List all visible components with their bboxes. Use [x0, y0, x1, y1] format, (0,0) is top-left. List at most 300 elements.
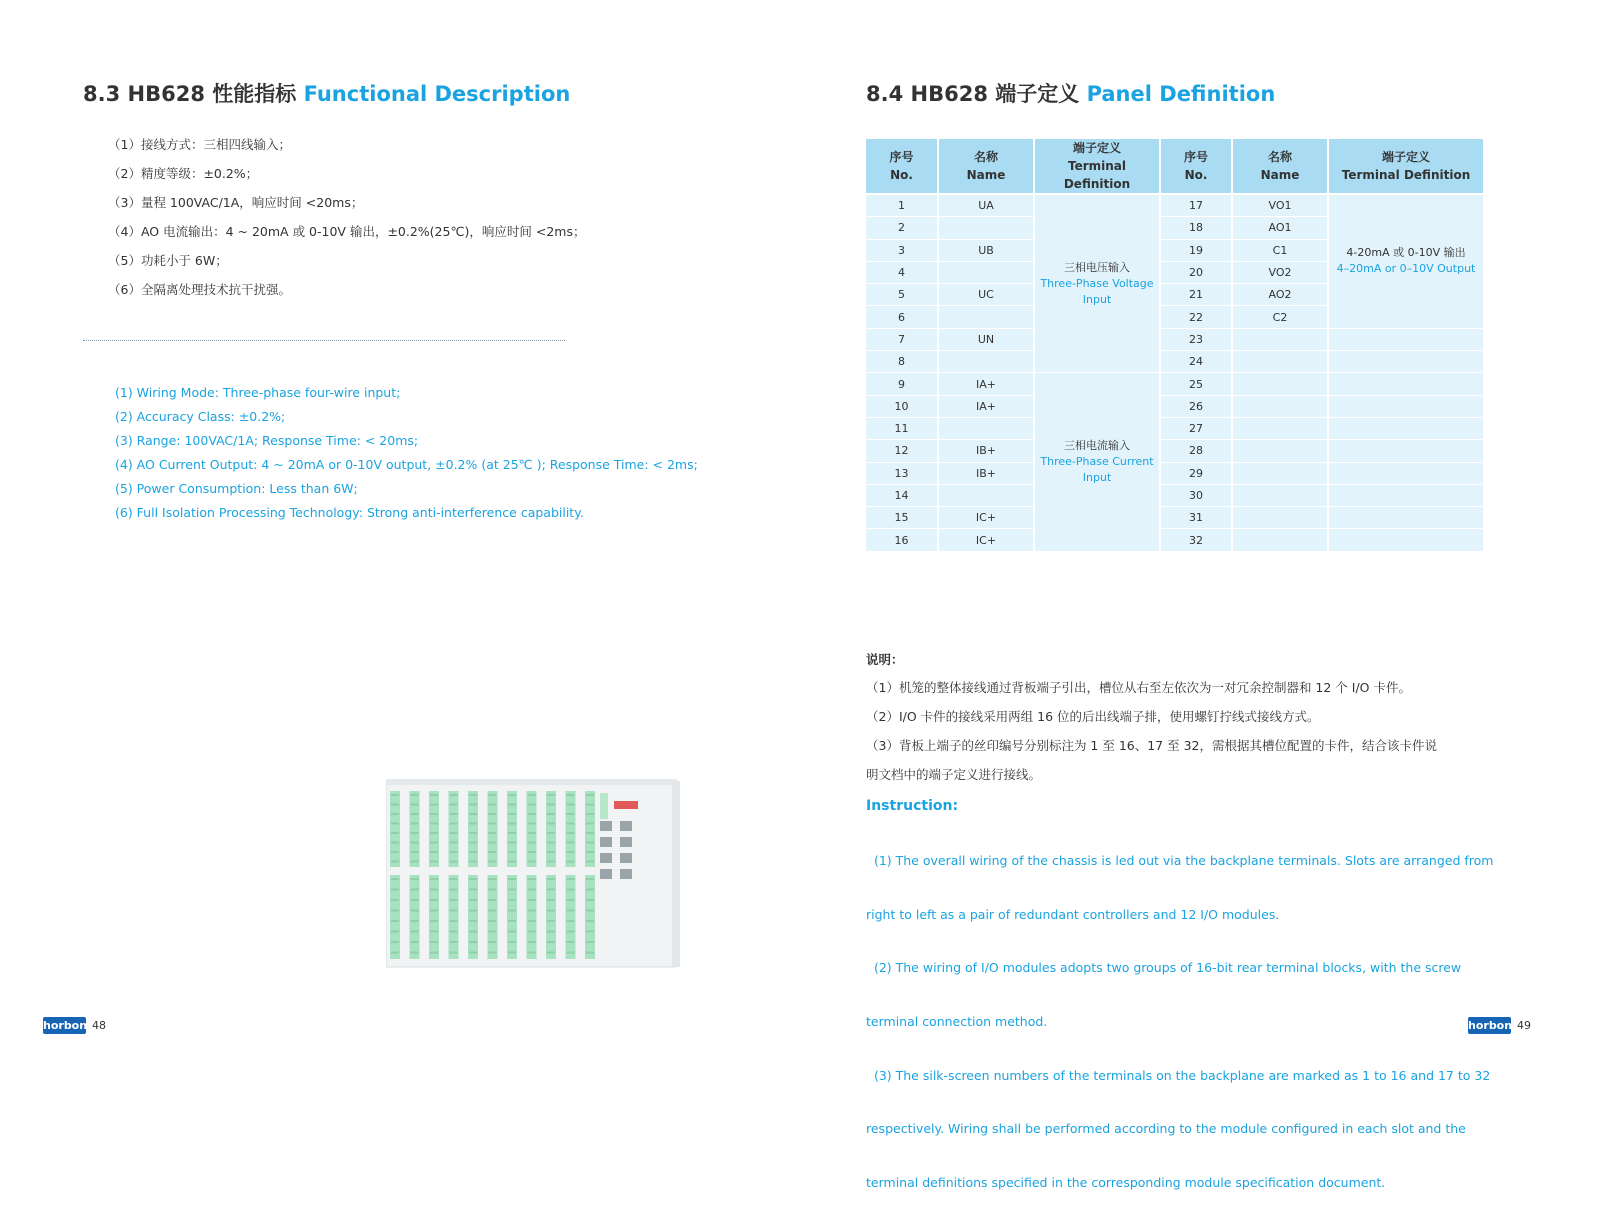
terminal-block-upper — [468, 791, 478, 867]
terminal-screw — [469, 910, 477, 912]
terminal-screw — [508, 794, 516, 796]
terminal-block-lower — [390, 875, 400, 959]
terminal-screw — [411, 804, 419, 806]
terminal-block-lower — [507, 875, 517, 959]
cell-name: C2 — [1232, 306, 1328, 328]
terminal-screw — [586, 878, 594, 880]
terminal-block-upper — [507, 791, 517, 867]
terminal-screw — [469, 823, 477, 825]
header-name-2: 名称 Name — [1232, 139, 1328, 194]
cell-no: 12 — [866, 440, 938, 462]
terminal-screw — [586, 931, 594, 933]
terminal-block-upper — [566, 791, 576, 867]
terminal-screw — [489, 851, 497, 853]
cell-no: 6 — [866, 306, 938, 328]
terminal-screw — [391, 910, 399, 912]
terminal-block-lower — [410, 875, 420, 959]
terminal-screw — [450, 813, 458, 815]
terminal-screw — [489, 813, 497, 815]
terminal-screw — [469, 931, 477, 933]
terminal-screw — [508, 931, 516, 933]
cell-name — [938, 306, 1034, 328]
terminal-screw — [469, 842, 477, 844]
cell-no: 16 — [866, 529, 938, 551]
terminal-screw — [508, 941, 516, 943]
terminal-screw — [489, 878, 497, 880]
terminal-block-upper — [488, 791, 498, 867]
status-leds — [600, 793, 608, 819]
cell-name: UC — [938, 284, 1034, 306]
table-row — [866, 462, 1484, 484]
terminal-screw — [430, 878, 438, 880]
terminal-screw — [586, 952, 594, 954]
cell-name — [938, 417, 1034, 439]
note-line-zh: （2）I/O 卡件的接线采用两组 16 位的后出线端子排，使用螺钉拧线式接线方式。 — [866, 709, 1320, 724]
terminal-screw — [508, 813, 516, 815]
note-line-en: right to left as a pair of redundant controllers and 12 I/O modules. — [866, 906, 1280, 922]
cell-name: IC+ — [938, 507, 1034, 529]
terminal-screw — [508, 842, 516, 844]
table-row — [866, 328, 1484, 350]
rj45-port — [600, 837, 612, 847]
terminal-screw — [567, 910, 575, 912]
terminal-block-lower — [488, 875, 498, 959]
terminal-screw — [528, 952, 536, 954]
terminal-screw — [430, 920, 438, 922]
table-row — [866, 395, 1484, 417]
terminal-screw — [391, 899, 399, 901]
terminal-screw — [469, 851, 477, 853]
terminal-screw — [450, 842, 458, 844]
terminal-screw — [450, 851, 458, 853]
terminal-screw — [528, 842, 536, 844]
terminal-screw — [547, 861, 555, 863]
terminal-block-lower — [566, 875, 576, 959]
terminal-screw — [489, 804, 497, 806]
terminal-screw — [411, 878, 419, 880]
cell-no: 22 — [1160, 306, 1232, 328]
terminal-screw — [567, 823, 575, 825]
note-line-zh: （3）背板上端子的丝印编号分别标注为 1 至 16、17 至 32，需根据其槽位配置的卡件，结合该卡件说 — [866, 738, 1437, 753]
terminal-screw — [411, 813, 419, 815]
rj45-port — [600, 821, 612, 831]
terminal-screw — [547, 910, 555, 912]
section-heading-8-3 — [83, 78, 570, 108]
terminal-screw — [450, 794, 458, 796]
terminal-screw — [508, 804, 516, 806]
group-zh: 三相电流输入 — [1064, 439, 1130, 453]
group-en: Input — [1082, 292, 1112, 306]
terminal-screw — [508, 920, 516, 922]
terminal-screw — [586, 842, 594, 844]
cell-definition-empty — [1328, 484, 1484, 506]
terminal-screw — [547, 931, 555, 933]
cell-name — [938, 261, 1034, 283]
terminal-screw — [586, 889, 594, 891]
terminal-screw — [508, 878, 516, 880]
terminal-screw — [547, 952, 555, 954]
section-heading-8-4 — [866, 78, 1275, 108]
cell-name — [1232, 351, 1328, 373]
group-en: Three-Phase Current — [1040, 455, 1154, 469]
terminal-screw — [489, 794, 497, 796]
cell-no: 3 — [866, 239, 938, 261]
terminal-screw — [391, 842, 399, 844]
cell-no: 14 — [866, 484, 938, 506]
cell-definition-empty — [1328, 462, 1484, 484]
terminal-screw — [430, 889, 438, 891]
terminal-screw — [528, 851, 536, 853]
terminal-screw — [411, 931, 419, 933]
terminal-screw — [391, 952, 399, 954]
terminal-screw — [508, 861, 516, 863]
cell-name: IA+ — [938, 395, 1034, 417]
cell-name: IA+ — [938, 373, 1034, 395]
chassis-top-rail — [386, 779, 676, 785]
terminal-screw — [430, 823, 438, 825]
terminal-screw — [547, 899, 555, 901]
header-name-1: 名称 Name — [938, 139, 1034, 194]
cell-name — [1232, 507, 1328, 529]
header-no-2: 序号 No. — [1160, 139, 1232, 194]
cell-definition-empty — [1328, 529, 1484, 551]
terminal-screw — [450, 861, 458, 863]
cell-name — [1232, 373, 1328, 395]
note-line-en: respectively. Wiring shall be performed according to the module configured in each slot and the — [866, 1121, 1466, 1137]
terminal-screw — [430, 813, 438, 815]
cell-name — [1232, 395, 1328, 417]
cell-no: 28 — [1160, 440, 1232, 462]
terminal-screw — [547, 851, 555, 853]
terminal-screw — [586, 813, 594, 815]
terminal-block-lower — [449, 875, 459, 959]
terminal-screw — [547, 813, 555, 815]
spec-item-en: (6) Full Isolation Processing Technology: Strong anti-interference capability. — [115, 505, 584, 520]
terminal-screw — [469, 952, 477, 954]
terminal-screw — [528, 931, 536, 933]
terminal-screw — [586, 899, 594, 901]
terminal-screw — [450, 832, 458, 834]
cell-name: VO1 — [1232, 194, 1328, 217]
terminal-screw — [391, 861, 399, 863]
terminal-screw — [391, 794, 399, 796]
terminal-screw — [411, 920, 419, 922]
terminal-screw — [411, 823, 419, 825]
cell-name — [1232, 462, 1328, 484]
cell-name: UN — [938, 328, 1034, 350]
terminal-screw — [489, 861, 497, 863]
terminal-screw — [567, 920, 575, 922]
terminal-screw — [450, 823, 458, 825]
spec-list-zh — [108, 130, 585, 304]
rj45-port — [600, 869, 612, 879]
cell-definition-empty — [1328, 507, 1484, 529]
terminal-screw — [430, 804, 438, 806]
terminal-block-upper — [449, 791, 459, 867]
terminal-screw — [508, 910, 516, 912]
rj45-port — [620, 869, 632, 879]
cell-name: C1 — [1232, 239, 1328, 261]
terminal-screw — [450, 920, 458, 922]
terminal-screw — [391, 804, 399, 806]
cell-definition-empty — [1328, 440, 1484, 462]
cell-no: 25 — [1160, 373, 1232, 395]
cell-no: 27 — [1160, 417, 1232, 439]
terminal-screw — [391, 878, 399, 880]
chassis-side-panel — [672, 781, 680, 967]
terminal-block-upper — [527, 791, 537, 867]
terminal-screw — [508, 851, 516, 853]
spec-item-en: (2) Accuracy Class: ±0.2%; — [115, 409, 286, 424]
terminal-screw — [528, 804, 536, 806]
cell-no: 18 — [1160, 217, 1232, 239]
terminal-screw — [430, 842, 438, 844]
terminal-screw — [567, 832, 575, 834]
terminal-screw — [450, 878, 458, 880]
terminal-screw — [508, 899, 516, 901]
terminal-screw — [547, 804, 555, 806]
note-line-zh: （1）机笼的整体接线通过背板端子引出，槽位从右至左依次为一对冗余控制器和 12 个 I/O 卡件。 — [866, 680, 1411, 695]
cell-no: 9 — [866, 373, 938, 395]
terminal-screw — [508, 832, 516, 834]
terminal-screw — [567, 842, 575, 844]
horbon-logo: horbon — [1468, 1019, 1513, 1032]
terminal-screw — [586, 832, 594, 834]
cell-name: AO2 — [1232, 284, 1328, 306]
terminal-screw — [411, 794, 419, 796]
terminal-screw — [567, 899, 575, 901]
notes-list-en — [866, 819, 1493, 1210]
terminal-screw — [489, 889, 497, 891]
cell-no: 5 — [866, 284, 938, 306]
note-line-en: (2) The wiring of I/O modules adopts two groups of 16-bit rear terminal blocks, with the screw — [866, 960, 1462, 976]
spec-item-zh: （2）精度等级：±0.2%； — [108, 166, 259, 181]
brand-label-plate — [614, 801, 638, 809]
terminal-screw — [469, 889, 477, 891]
terminal-screw — [450, 931, 458, 933]
terminal-screw — [567, 878, 575, 880]
terminal-screw — [450, 804, 458, 806]
terminal-screw — [567, 931, 575, 933]
group-en: 4–20mA or 0–10V Output — [1336, 262, 1476, 276]
terminal-screw — [567, 813, 575, 815]
cell-no: 15 — [866, 507, 938, 529]
cell-name — [938, 217, 1034, 239]
cell-no: 7 — [866, 328, 938, 350]
terminal-screw — [469, 794, 477, 796]
terminal-block-lower — [429, 875, 439, 959]
spec-item-zh: （1）接线方式：三相四线输入； — [108, 137, 291, 152]
terminal-screw — [489, 842, 497, 844]
cell-no: 4 — [866, 261, 938, 283]
cell-name — [938, 351, 1034, 373]
spec-item-zh: （5）功耗小于 6W； — [108, 253, 228, 268]
cell-definition-empty — [1328, 395, 1484, 417]
cell-no: 1 — [866, 194, 938, 217]
notes-title-zh: 说明： — [866, 652, 904, 667]
cell-no: 32 — [1160, 529, 1232, 551]
terminal-screw — [547, 823, 555, 825]
terminal-screw — [586, 920, 594, 922]
terminal-screw — [430, 941, 438, 943]
terminal-block-lower — [527, 875, 537, 959]
cell-no: 20 — [1160, 261, 1232, 283]
terminal-screw — [469, 941, 477, 943]
terminal-block-lower — [546, 875, 556, 959]
terminal-screw — [391, 851, 399, 853]
cell-name — [1232, 417, 1328, 439]
cell-no: 24 — [1160, 351, 1232, 373]
cell-name: IC+ — [938, 529, 1034, 551]
terminal-screw — [469, 832, 477, 834]
terminal-screw — [450, 910, 458, 912]
cell-no: 17 — [1160, 194, 1232, 217]
device-photo — [386, 779, 682, 971]
terminal-screw — [528, 920, 536, 922]
terminal-screw — [430, 851, 438, 853]
header-def-1: 端子定义 Terminal Definition — [1034, 139, 1160, 194]
terminal-screw — [411, 832, 419, 834]
terminal-screw — [411, 851, 419, 853]
page-number-left: 48 — [92, 1019, 106, 1032]
table-row — [866, 351, 1484, 373]
terminal-screw — [469, 861, 477, 863]
cell-definition-empty — [1328, 417, 1484, 439]
terminal-screw — [528, 823, 536, 825]
terminal-screw — [586, 804, 594, 806]
terminal-screw — [586, 794, 594, 796]
note-line-en: (3) The silk-screen numbers of the terminals on the backplane are marked as 1 to 16 and 17 to 32 — [866, 1067, 1491, 1083]
rj45-port — [600, 853, 612, 863]
table-row — [866, 194, 1484, 217]
terminal-screw — [586, 941, 594, 943]
table-row — [866, 507, 1484, 529]
terminal-screw — [586, 910, 594, 912]
cell-no: 31 — [1160, 507, 1232, 529]
spec-item-en: (3) Range: 100VAC/1A; Response Time: < 20ms; — [115, 433, 419, 448]
terminal-screw — [489, 941, 497, 943]
table-header-row — [866, 139, 1484, 194]
terminal-screw — [411, 861, 419, 863]
cell-name: AO1 — [1232, 217, 1328, 239]
cell-name — [1232, 484, 1328, 506]
cell-no: 10 — [866, 395, 938, 417]
table-row — [866, 440, 1484, 462]
terminal-screw — [391, 931, 399, 933]
terminal-screw — [586, 861, 594, 863]
cell-no: 19 — [1160, 239, 1232, 261]
terminal-screw — [567, 941, 575, 943]
terminal-screw — [450, 941, 458, 943]
terminal-screw — [489, 920, 497, 922]
terminal-screw — [547, 832, 555, 834]
note-line-en: (1) The overall wiring of the chassis is led out via the backplane terminals. Slots are arranged from — [866, 853, 1494, 868]
terminal-screw — [411, 952, 419, 954]
cell-no: 13 — [866, 462, 938, 484]
terminal-screw — [391, 941, 399, 943]
terminal-screw — [567, 861, 575, 863]
rj45-port — [620, 853, 632, 863]
cell-group-output — [1328, 194, 1484, 328]
spec-item-zh: （6）全隔离处理技术抗干扰强。 — [108, 282, 291, 297]
terminal-screw — [567, 794, 575, 796]
terminal-screw — [528, 832, 536, 834]
note-line-en: terminal definitions specified in the corresponding module specification document. — [866, 1175, 1386, 1191]
terminal-screw — [508, 952, 516, 954]
cell-no: 8 — [866, 351, 938, 373]
terminal-screw — [528, 910, 536, 912]
group-en: Three-Phase Voltage — [1040, 276, 1154, 290]
terminal-screw — [489, 899, 497, 901]
cell-name — [1232, 328, 1328, 350]
heading-en: Panel Definition — [1086, 82, 1276, 106]
terminal-screw — [469, 920, 477, 922]
cell-no: 23 — [1160, 328, 1232, 350]
terminal-screw — [489, 832, 497, 834]
terminal-screw — [450, 899, 458, 901]
terminal-screw — [430, 832, 438, 834]
terminal-screw — [450, 889, 458, 891]
terminal-screw — [489, 931, 497, 933]
terminal-screw — [411, 899, 419, 901]
terminal-screw — [411, 941, 419, 943]
chassis-illustration — [386, 779, 682, 971]
spec-list-en — [115, 381, 698, 525]
terminal-screw — [469, 813, 477, 815]
group-zh: 三相电压输入 — [1064, 260, 1130, 274]
terminal-screw — [469, 899, 477, 901]
horbon-logo: horbon — [43, 1019, 88, 1032]
terminal-screw — [547, 794, 555, 796]
terminal-screw — [430, 910, 438, 912]
notes-title-en: Instruction: — [866, 798, 959, 814]
terminal-screw — [567, 889, 575, 891]
cell-name: VO2 — [1232, 261, 1328, 283]
terminal-screw — [391, 920, 399, 922]
terminal-screw — [391, 823, 399, 825]
terminal-screw — [411, 889, 419, 891]
terminal-block-upper — [546, 791, 556, 867]
terminal-screw — [391, 889, 399, 891]
terminal-screw — [586, 851, 594, 853]
page-number-right: 49 — [1517, 1019, 1531, 1032]
terminal-screw — [430, 861, 438, 863]
terminal-block-upper — [429, 791, 439, 867]
cell-definition-empty — [1328, 328, 1484, 350]
terminal-screw — [567, 851, 575, 853]
terminal-screw — [586, 823, 594, 825]
cell-definition-empty — [1328, 373, 1484, 395]
cell-no: 11 — [866, 417, 938, 439]
terminal-screw — [430, 899, 438, 901]
cell-no: 26 — [1160, 395, 1232, 417]
cell-no: 30 — [1160, 484, 1232, 506]
cell-name — [1232, 529, 1328, 551]
header-no-1: 序号 No. — [866, 139, 938, 194]
terminal-screw — [528, 813, 536, 815]
terminal-screw — [489, 823, 497, 825]
terminal-screw — [528, 878, 536, 880]
terminal-block-lower — [585, 875, 595, 959]
terminal-screw — [411, 842, 419, 844]
spec-item-zh: （3）量程 100VAC/1A，响应时间 <20ms； — [108, 195, 364, 210]
terminal-screw — [450, 952, 458, 954]
terminal-block-upper — [410, 791, 420, 867]
terminal-screw — [391, 832, 399, 834]
cell-name: UA — [938, 194, 1034, 217]
spec-item-en: (1) Wiring Mode: Three-phase four-wire input; — [115, 385, 401, 400]
table-row — [866, 529, 1484, 551]
